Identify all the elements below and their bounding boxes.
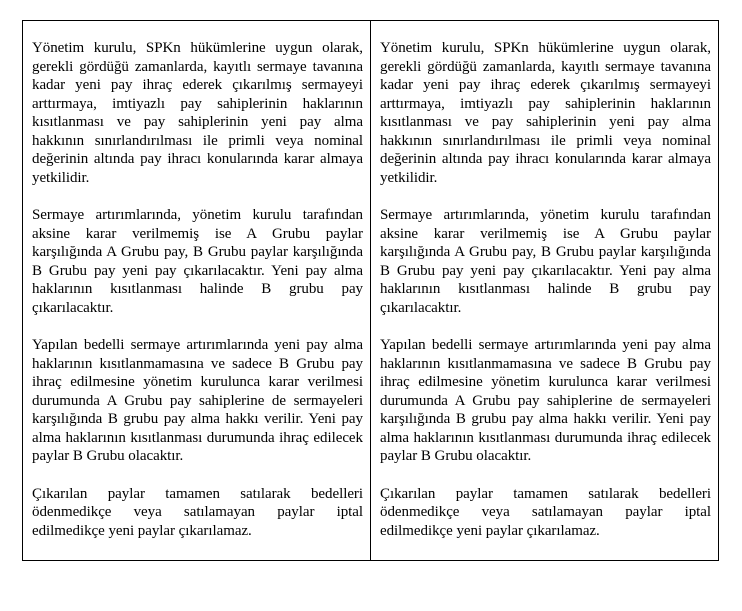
left-column — [23, 21, 370, 560]
paragraph-new-shares: Çıkarılan paylar tamamen satılarak bedelleri ödenmedikçe veya satılamayan paylar iptal edilmedikçe yeni paylar çıkarılamaz. — [32, 485, 363, 539]
paragraph-capital-increase: Sermaye artırımlarında, yönetim kurulu tarafından aksine karar verilmemiş ise A Grubu paylar karşılığında A Grubu pay, B Grubu paylar karşılığında B Grubu pay yeni pay çıkarılacaktır. Yeni pay alma haklarının kısıtlanması halinde B grubu pay çıkarılacaktır. — [32, 207, 363, 316]
right-column — [370, 21, 718, 560]
comparison-table — [22, 20, 719, 561]
paragraph-capital-increase: Sermaye artırımlarında, yönetim kurulu tarafından aksine karar verilmemiş ise A Grubu paylar karşılığında A Grubu pay, B Grubu paylar karşılığında B Grubu pay yeni pay çıkarılacaktır. Yeni pay alma haklarının kısıtlanması halinde B grubu pay çıkarılacaktır. — [380, 207, 711, 316]
paragraph-board-authority: Yönetim kurulu, SPKn hükümlerine uygun olarak, gerekli gördüğü zamanlarda, kayıtlı sermaye tavanına kadar yeni pay ihraç ederek çıkarılmış sermayeyi arttırmaya, imtiyazlı pay sahiplerinin haklarının kısıtlanması ve pay sahiplerinin yeni pay alma hakkının sınırlandırılması ile primli veya nominal değerinin altında pay ihracı konularında karar almaya yetkilidir. — [380, 40, 711, 186]
paragraph-paid-increase: Yapılan bedelli sermaye artırımlarında yeni pay alma haklarının kısıtlanmamasına ve sadece B Grubu pay ihraç edilmesine yönetim kurulunca karar verilmesi durumunda A Grubu pay sahiplerine de sermayeleri karşılığında B grubu pay alma hakkı verilir. Yeni pay alma haklarının kısıtlanması durumunda ihraç edilecek paylar B Grubu olacaktır. — [380, 337, 711, 464]
paragraph-paid-increase: Yapılan bedelli sermaye artırımlarında yeni pay alma haklarının kısıtlanmamasına ve sadece B Grubu pay ihraç edilmesine yönetim kurulunca karar verilmesi durumunda A Grubu pay sahiplerine de sermayeleri karşılığında B grubu pay alma hakkı verilir. Yeni pay alma haklarının kısıtlanması durumunda ihraç edilecek paylar B Grubu olacaktır. — [32, 337, 363, 464]
paragraph-board-authority: Yönetim kurulu, SPKn hükümlerine uygun olarak, gerekli gördüğü zamanlarda, kayıtlı sermaye tavanına kadar yeni pay ihraç ederek çıkarılmış sermayeyi arttırmaya, imtiyazlı pay sahiplerinin haklarının kısıtlanması ve pay sahiplerinin yeni pay alma hakkının sınırlandırılması ile primli veya nominal değerinin altında pay ihracı konularında karar almaya yetkilidir. — [32, 40, 363, 186]
paragraph-new-shares: Çıkarılan paylar tamamen satılarak bedelleri ödenmedikçe veya satılamayan paylar iptal edilmedikçe yeni paylar çıkarılamaz. — [380, 485, 711, 539]
